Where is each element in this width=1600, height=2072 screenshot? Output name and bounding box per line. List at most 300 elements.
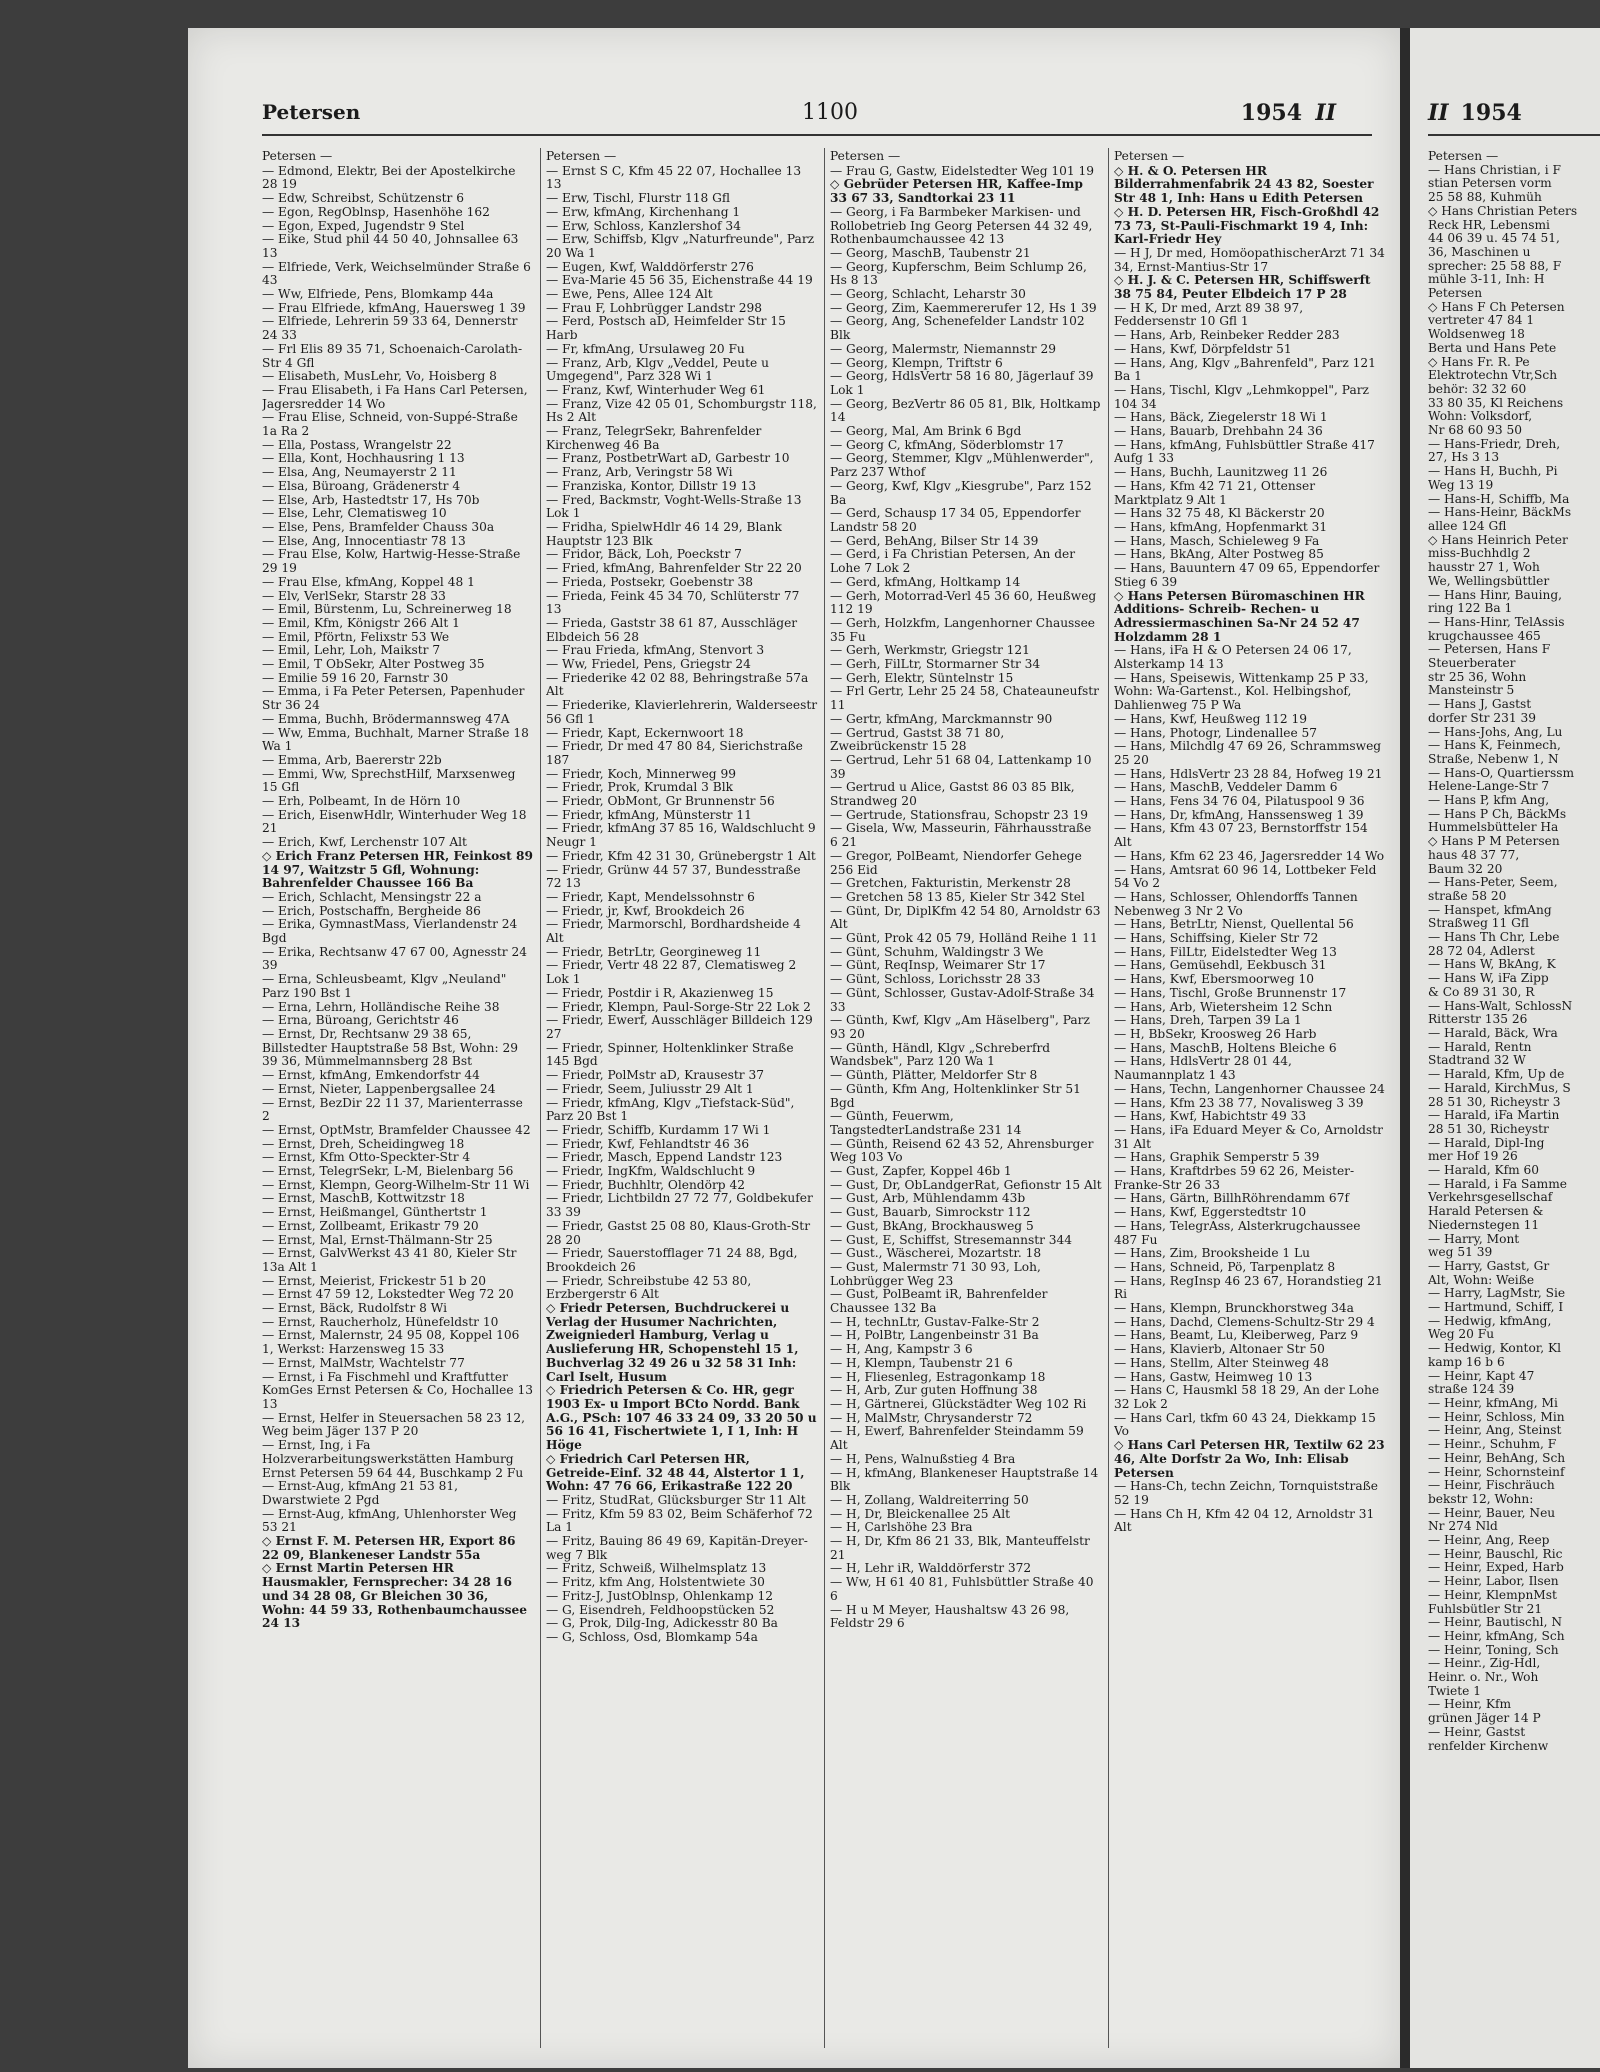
directory-column-3 [830, 150, 1102, 2050]
directory-entry: — Gregor, PolBeamt, Niendorfer Gehege 256 Eid [830, 848, 1082, 877]
directory-entry: — Hans P Ch, BäckMs [1428, 806, 1567, 821]
directory-entry: Berta und Hans Pete [1428, 340, 1557, 355]
directory-entry: — Hans, iFa H & O Petersen 24 06 17, Alsterkamp 14 13 [1114, 643, 1352, 672]
directory-entry: — Friedr, Postdir i R, Akazienweg 15 [546, 985, 774, 1000]
directory-entry: — Harry, LagMstr, Sie [1428, 1286, 1566, 1301]
directory-entry: — Emilie 59 16 20, Farnstr 30 [262, 670, 449, 685]
directory-entry: — Hans, Arb, Wietersheim 12 Schn [1114, 999, 1333, 1014]
directory-entry: — Friedr, kfmAng 37 85 16, Waldschlucht 9 Neugr 1 [546, 821, 816, 850]
directory-entry: — Emil, Lehr, Loh, Maikstr 7 [262, 643, 441, 658]
directory-entry: sprecher: 25 58 88, F [1428, 258, 1562, 273]
directory-entry: — Frau Elisabeth, i Fa Hans Carl Petersen, Jagersredder 14 Wo [262, 382, 528, 411]
directory-entry: Nr 274 Nld [1428, 1519, 1498, 1534]
directory-entry: — Hans J, Gastst [1428, 697, 1532, 712]
directory-entry: — H, Fliesenleg, Estragonkamp 18 [830, 1369, 1046, 1384]
directory-entry: — Gerh, Holzkfm, Langenhorner Chaussee 35 Fu [830, 615, 1095, 644]
directory-entry: — Günt, Schloss, Lorichsstr 28 33 [830, 972, 1041, 987]
directory-entry: — Hans, Milchdlg 47 69 26, Schrammsweg 25 20 [1114, 739, 1382, 767]
directory-entry: — Harry, Gastst, Gr [1428, 1258, 1550, 1273]
directory-entry: — Günt, Dr, DiplKfm 42 54 80, Arnoldstr 63 Alt [830, 903, 1101, 932]
directory-entry: — Fred, Backmstr, Voght-Wells-Straße 13 Lok 1 [546, 492, 802, 521]
directory-entry: — Ewe, Pens, Allee 124 Alt [546, 287, 713, 302]
directory-entry: — Ernst, Nieter, Lappenbergsallee 24 [262, 1081, 496, 1096]
directory-entry: — Heinr, Toning, Sch [1428, 1642, 1559, 1657]
directory-entry: — Hans, Speisewis, Wittenkamp 25 P 33, Wohn: Wa-Gartenst., Kol. Helbingshof, Dahlienweg 75 P Wa [1114, 670, 1369, 713]
directory-entry: — Harald, Dipl-Ing [1428, 1135, 1545, 1150]
directory-entry: — Harry, Mont [1428, 1231, 1520, 1246]
directory-entry: — Frieda, Gaststr 38 61 87, Ausschläger Elbdeich 56 28 [546, 615, 798, 644]
page-header [262, 96, 1342, 132]
directory-entry: — Heinr, Schloss, Min [1428, 1409, 1565, 1424]
directory-entry: — Hans-H, Schiffb, Ma [1428, 491, 1570, 506]
directory-entry: — H, Klempn, Taubenstr 21 6 [830, 1355, 1013, 1370]
directory-entry: — Hans W, iFa Zipp [1428, 971, 1549, 986]
directory-entry: — Friedr, Lichtbildn 27 72 77, Goldbekufer 33 39 [546, 1191, 813, 1220]
directory-entry: — Ernst 47 59 12, Lokstedter Weg 72 20 [262, 1287, 514, 1302]
directory-entry: — Heinr, BehAng, Sch [1428, 1450, 1566, 1465]
directory-entry: — Harald, Bäck, Wra [1428, 1026, 1558, 1040]
directory-entry: — Edmond, Elektr, Bei der Apostelkirche 28 19 [262, 163, 516, 192]
directory-entry: — Heinr, kfmAng, Mi [1428, 1395, 1558, 1410]
directory-entry: — Erna, Büroang, Gerichtstr 46 [262, 1013, 459, 1028]
directory-entry: — Hans, Bauarb, Drehbahn 24 36 [1114, 424, 1323, 439]
directory-entry: — H, BbSekr, Kroosweg 26 Harb [1114, 1027, 1317, 1041]
directory-entry: — H, Arb, Zur guten Hoffnung 38 [830, 1383, 1038, 1398]
directory-entry: — Hans, HdlsVertr 23 28 84, Hofweg 19 21 [1114, 766, 1383, 781]
directory-entry: — Georg, Ang, Schenefelder Landstr 102 Blk [830, 314, 1085, 343]
directory-entry: — Fritz, Schweiß, Wilhelmsplatz 13 [546, 1561, 767, 1576]
directory-entry: — Hans, Kwf, Dörpfeldstr 51 [1114, 341, 1292, 356]
directory-entry: — Ww, Elfriede, Pens, Blomkamp 44a [262, 287, 494, 302]
directory-entry: — H, Zollang, Waldreiterring 50 [830, 1492, 1029, 1507]
directory-entry: — Hans Th Chr, Lebe [1428, 930, 1560, 945]
directory-entry: — Emma, Buchh, Brödermannsweg 47A [262, 711, 510, 726]
directory-entry: — Hans, BkAng, Alter Postweg 85 [1114, 547, 1324, 562]
directory-entry: Stadtrand 32 W [1428, 1053, 1526, 1068]
directory-entry: — Frau G, Gastw, Eidelstedter Weg 101 19 [830, 163, 1095, 178]
directory-entry: — Günth, Händl, Klgv „Schreberfrd Wandsbek", Parz 120 Wa 1 [830, 1040, 1051, 1069]
directory-entry: — Hans, Bäck, Ziegelerstr 18 Wi 1 [1114, 410, 1328, 425]
directory-entry: — Friedr, Schiffb, Kurdamm 17 Wi 1 [546, 1122, 771, 1137]
directory-entry: Heinr. o. Nr., Woh [1428, 1670, 1539, 1685]
directory-entry: — Hans, Kwf, Heußweg 112 19 [1114, 711, 1307, 726]
directory-entry: — H, Pens, Walnußstieg 4 Bra [830, 1451, 1016, 1466]
directory-entry: krugchaussee 465 [1428, 628, 1541, 643]
directory-entry: — Günt, Prok 42 05 79, Holländ Reihe 1 11 [830, 931, 1098, 946]
directory-entry: — Hans, kfmAng, Fuhlsbüttler Straße 417 Aufg 1 33 [1114, 437, 1375, 466]
directory-entry: Verkehrsgesellschaf [1428, 1190, 1553, 1205]
directory-entry: — Ernst-Aug, kfmAng, Uhlenhorster Weg 53 21 [262, 1506, 517, 1535]
directory-entry: — Harald, Kfm, Up de [1428, 1067, 1565, 1082]
directory-entry: — Hans-Friedr, Dreh, [1428, 436, 1561, 451]
directory-entry: — Gust, PolBeamt iR, Bahrenfelder Chaussee 132 Ba [830, 1287, 1048, 1316]
directory-entry: ◇ Ernst Martin Petersen HR Hausmakler, Fernsprecher: 34 28 16 und 34 28 08, Gr Bleichen 30 36, Wohn: 44 59 33, Rothenbaumchaussee 24 13 [262, 1561, 527, 1631]
directory-entry: Nr 68 60 93 50 [1428, 423, 1523, 438]
directory-entry: — Erw, Schloss, Kanzlershof 34 [546, 218, 741, 233]
directory-entry: — Georg, Zim, Kaemmererufer 12, Hs 1 39 [830, 300, 1097, 315]
directory-entry: ◇ Hans P M Petersen [1428, 834, 1560, 849]
directory-entry: — Frau Frieda, kfmAng, Stenvort 3 [546, 643, 765, 658]
directory-entry: ◇ Hans Heinrich Peter [1428, 532, 1568, 547]
directory-entry: — Harald, Rentn [1428, 1039, 1532, 1054]
directory-entry: Baum 32 20 [1428, 861, 1503, 876]
directory-entry: — Ernst, Raucherholz, Hünefeldstr 10 [262, 1314, 499, 1329]
directory-entry: — Gerh, FilLtr, Stormarner Str 34 [830, 657, 1041, 672]
directory-entry: Straße, Nebenw 1, N [1428, 751, 1559, 766]
facing-running-head-year: 1954 [1460, 100, 1522, 126]
directory-entry: — Ernst, Klempn, Georg-Wilhelm-Str 11 Wi [262, 1177, 530, 1192]
directory-entry: — Emmi, Ww, SprechstHilf, Marxsenweg 15 Gfl [262, 766, 516, 795]
directory-entry: — Hans, Kraftdrbes 59 62 26, Meister-Franke-Str 26 33 [1114, 1164, 1355, 1192]
directory-entry: — Harald, Kfm 60 [1428, 1163, 1540, 1178]
directory-entry: — Hans P, kfm Ang, [1428, 793, 1550, 808]
directory-entry: — Fr, kfmAng, Ursulaweg 20 Fu [546, 341, 745, 356]
directory-entry: — Ernst, Kfm Otto-Speckter-Str 4 [262, 1150, 471, 1165]
directory-entry: — Günth, Reisend 62 43 52, Ahrensburger Weg 103 Vo [830, 1136, 1094, 1165]
directory-entry: — Hans, Gemüsehdl, Eekbusch 31 [1114, 958, 1327, 973]
directory-entry: — Gerd, i Fa Christian Petersen, An der Lohe 7 Lok 2 [830, 547, 1076, 576]
directory-entry: — Hans-Walt, SchlossN [1428, 998, 1573, 1013]
directory-entry: — Ella, Kont, Hochhausring 1 13 [262, 451, 465, 466]
directory-entry: — Fried, kfmAng, Bahrenfelder Str 22 20 [546, 561, 802, 576]
directory-entry: — Erna, Schleusbeamt, Klgv „Neuland" Parz 190 Bst 1 [262, 972, 507, 1000]
directory-entry: — Erna, Lehrn, Holländische Reihe 38 [262, 999, 500, 1014]
directory-entry: ◇ Hans F Ch Petersen [1428, 299, 1565, 314]
directory-entry: — Erich, Schlacht, Mensingstr 22 a [262, 889, 482, 904]
directory-entry: 28 51 30, Richeystr [1428, 1121, 1549, 1136]
directory-entry: — Hans Hinr, Bauing, [1428, 587, 1563, 602]
directory-entry: — Hans, Kwf, Habichtstr 49 33 [1114, 1109, 1307, 1124]
directory-entry: — Georg, Malermstr, Niemannstr 29 [830, 341, 1057, 356]
directory-entry: Mansteinstr 5 [1428, 683, 1515, 698]
header-rule [262, 134, 1372, 136]
directory-entry: — Ernst, TelegrSekr, L-M, Bielenbarg 56 [262, 1164, 514, 1179]
directory-entry: — Günth, Plätter, Meldorfer Str 8 [830, 1068, 1038, 1083]
directory-entry: Woldsenweg 18 [1428, 327, 1525, 342]
directory-entry: — H, PolBtr, Langenbeinstr 31 Ba [830, 1328, 1039, 1343]
directory-entry: — Gertrude, Stationsfrau, Schopstr 23 19 [830, 807, 1089, 822]
directory-entry: — H, MalMstr, Chrysanderstr 72 [830, 1410, 1033, 1425]
directory-entry: — Hans, Arb, Reinbeker Redder 283 [1114, 328, 1340, 343]
directory-entry: stian Petersen vorm [1428, 176, 1552, 191]
directory-entry: Ritterstr 135 26 [1428, 1012, 1528, 1027]
directory-entry: — Hans, Klempn, Brunckhorstweg 34a [1114, 1301, 1354, 1316]
directory-entry: — Ernst, Mal, Ernst-Thälmann-Str 25 [262, 1232, 493, 1247]
directory-entry: — Friedr, jr, Kwf, Brookdeich 26 [546, 903, 745, 918]
directory-entry: allee 124 Gfl [1428, 518, 1507, 533]
directory-entry: — Else, Ang, Innocentiastr 78 13 [262, 533, 466, 548]
directory-entry: — Fridha, SpielwHdlr 46 14 29, Blank Hauptstr 123 Blk [546, 519, 782, 548]
directory-entry: — Elv, VerlSekr, Starstr 28 33 [262, 588, 446, 603]
directory-entry: — Erich, Kwf, Lerchenstr 107 Alt [262, 835, 467, 850]
directory-entry: Petersen [1428, 286, 1483, 301]
directory-entry: — Heinr, KlempnMst [1428, 1587, 1557, 1602]
directory-entry: 27, Hs 3 13 [1428, 450, 1500, 465]
directory-entry: — Friedr, Schreibstube 42 53 80, Erzbergerstr 6 Alt [546, 1273, 752, 1302]
directory-entry: — Hans, Schneid, Pö, Tarpenplatz 8 [1114, 1259, 1336, 1274]
directory-entry: — Fridor, Bäck, Loh, Poeckstr 7 [546, 547, 742, 562]
directory-entry: — Hartmund, Schiff, I [1428, 1300, 1564, 1315]
directory-entry: kamp 16 b 6 [1428, 1354, 1505, 1369]
directory-entry: — Eva-Marie 45 56 35, Eichenstraße 44 19 [546, 273, 813, 288]
directory-entry: — Hans, BetrLtr, Nienst, Quellental 56 [1114, 917, 1354, 932]
directory-entry: — Günth, Feuerwm, TangstedterLandstraße 231 14 [830, 1109, 1022, 1137]
directory-entry: Alt, Wohn: Weiße [1428, 1272, 1535, 1287]
directory-entry: — Hans, HdlsVertr 28 01 44, Naumannplatz 1 43 [1114, 1054, 1292, 1083]
directory-entry: — Fritz-J, JustOblnsp, Ohlenkamp 12 [546, 1588, 774, 1603]
directory-entry: — Emil, Kfm, Königstr 266 Alt 1 [262, 615, 460, 630]
directory-entry: — Hans, MaschB, Holtens Bleiche 6 [1114, 1040, 1337, 1055]
directory-entry: — Ernst, OptMstr, Bramfelder Chaussee 42 [262, 1122, 531, 1137]
directory-entry: vertreter 47 84 1 [1428, 313, 1535, 328]
directory-entry: — Hans, Schlosser, Ohlendorffs Tannen Nebenweg 3 Nr 2 Vo [1114, 889, 1358, 918]
directory-entry: — G, Prok, Dilg-Ing, Adickesstr 80 Ba [546, 1616, 778, 1631]
directory-entry: — Gertr, kfmAng, Marckmannstr 90 [830, 711, 1053, 726]
directory-entry: — Gust, BkAng, Brockhausweg 5 [830, 1218, 1034, 1233]
directory-entry: — Georg, Mal, Am Brink 6 Bgd [830, 424, 1022, 439]
directory-column-1 [262, 150, 534, 2050]
directory-entry: — Hedwig, kfmAng, [1428, 1313, 1552, 1328]
directory-entry: — Heinr., Zig-Hdl, [1428, 1656, 1541, 1671]
directory-entry: — Hans, Stellm, Alter Steinweg 48 [1114, 1355, 1329, 1370]
directory-entry: — Fritz, kfm Ang, Holstentwiete 30 [546, 1575, 765, 1590]
directory-entry: — Hans, Graphik Semperstr 5 39 [1114, 1150, 1320, 1165]
directory-entry: — Erh, Polbeamt, In de Hörn 10 [262, 794, 461, 809]
directory-entry: — Friedr, Kapt, Mendelssohnstr 6 [546, 889, 755, 904]
directory-entry: — Gertrud, Gastst 38 71 80, Zweibrückenstr 15 28 [830, 725, 1005, 754]
column-divider [1108, 148, 1109, 2048]
directory-entry: — Heinr, Labor, Ilsen [1428, 1574, 1559, 1589]
directory-entry: — Hans, kfmAng, Hopfenmarkt 31 [1114, 519, 1328, 534]
directory-entry: — Heinr, Fischräuch [1428, 1478, 1555, 1493]
directory-entry: — H J, Dr med, HomöopathischerArzt 71 34 34, Ernst-Mantius-Str 17 [1114, 245, 1385, 274]
facing-header-rule [1428, 134, 1600, 136]
directory-entry: dorfer Str 231 39 [1428, 710, 1536, 725]
facing-running-head-volume: II [1428, 100, 1449, 126]
directory-entry: — Hans, Kwf, Ebersmoorweg 10 [1114, 972, 1315, 987]
directory-entry: — Hans, Kfm 62 23 46, Jagersredder 14 Wo [1114, 848, 1385, 863]
directory-entry: — Frau Elfriede, kfmAng, Hauersweg 1 39 [262, 300, 526, 315]
directory-entry: — G, Schloss, Osd, Blomkamp 54a [546, 1629, 758, 1644]
directory-entry: — Georg, Kupferschm, Beim Schlump 26, Hs 8 13 [830, 259, 1087, 288]
directory-entry: 36, Maschinen u [1428, 244, 1531, 259]
directory-entry: — Hans, Kfm 43 07 23, Bernstorffstr 154 Alt [1114, 821, 1368, 850]
directory-entry: — Hans, TelegrAss, Alsterkrugchaussee 487 Fu [1114, 1218, 1361, 1247]
running-head-name: Petersen [262, 100, 361, 124]
directory-entry: & Co 89 31 30, R [1428, 984, 1535, 999]
directory-entry: — Heinr, Exped, Harb [1428, 1560, 1564, 1575]
page-number: 1100 [802, 100, 858, 125]
directory-entry: — Friedr, Kapt, Eckernwoort 18 [546, 725, 744, 740]
directory-entry: — Hans 32 75 48, Kl Bäckerstr 20 [1114, 506, 1325, 521]
directory-entry: — Hans Carl, tkfm 60 43 24, Diekkamp 15 Vo [1114, 1410, 1376, 1439]
directory-entry: — Franz, TelegrSekr, Bahrenfelder Kirchenweg 46 Ba [546, 424, 762, 452]
directory-entry: ◇ H. J. & C. Petersen HR, Schiffswerft 38 75 84, Peuter Elbdeich 17 P 28 [1114, 273, 1371, 302]
column-divider [540, 148, 541, 2048]
directory-entry: — Gust, Zapfer, Koppel 46b 1 [830, 1164, 1012, 1179]
directory-entry: — Hanspet, kfmAng [1428, 902, 1552, 917]
directory-entry: — Georg C, kfmAng, Söderblomstr 17 [830, 437, 1064, 452]
directory-entry: Hummelsbütteler Ha [1428, 820, 1559, 835]
directory-entry: — Erw, kfmAng, Kirchenhang 1 [546, 204, 741, 219]
directory-entry: — Hans, Kfm 23 38 77, Novalisweg 3 39 [1114, 1095, 1364, 1110]
directory-entry: — Friedr, Buchhltr, Olendörp 42 [546, 1177, 745, 1192]
directory-entry: — Emma, Arb, Baererstr 22b [262, 752, 442, 767]
directory-entry: ◇ Ernst F. M. Petersen HR, Export 86 22 09, Blankeneser Landstr 55a [262, 1534, 516, 1562]
directory-entry: — Friedr, Seem, Juliusstr 29 Alt 1 [546, 1081, 754, 1096]
directory-entry: — Ernst, Bäck, Rudolfstr 8 Wi [262, 1301, 447, 1316]
directory-entry: — Heinr, Bautischl, N [1428, 1615, 1562, 1630]
directory-entry: — Egon, RegOblnsp, Hasenhöhe 162 [262, 204, 490, 219]
directory-entry: Steuerberater [1428, 656, 1516, 671]
directory-entry: — H, kfmAng, Blankeneser Hauptstraße 14 Blk [830, 1465, 1099, 1494]
directory-entry: — Hans C, Hausmkl 58 18 29, An der Lohe 32 Lok 2 [1114, 1383, 1380, 1411]
directory-entry: — H, technLtr, Gustav-Falke-Str 2 [830, 1314, 1040, 1329]
column-heading: Petersen — [546, 150, 617, 163]
directory-entry: 44 06 39 u. 45 74 51, [1428, 231, 1560, 246]
directory-entry: ◇ Hans Carl Petersen HR, Textilw 62 23 46, Alte Dorfstr 2a Wo, Inh: Elisab Petersen [1114, 1438, 1385, 1480]
directory-entry: — Hans-Hinr, TelAssis [1428, 614, 1565, 629]
directory-entry: — Hans, Masch, Schieleweg 9 Fa [1114, 533, 1320, 548]
directory-entry: — Elsa, Ang, Neumayerstr 2 11 [262, 465, 457, 480]
directory-entry: — Hans H, Buchh, Pi [1428, 464, 1558, 479]
directory-entry: — Heinr, Bauschl, Ric [1428, 1546, 1563, 1561]
directory-entry: — Hans, Gärtn, BillhRöhrendamm 67f [1114, 1191, 1349, 1206]
directory-entry: — Frieda, Postsekr, Goebenstr 38 [546, 574, 754, 589]
directory-entry: — Hans-O, Quartierssm [1428, 765, 1575, 780]
directory-entry: — Heinr., Schuhm, F [1428, 1437, 1557, 1452]
directory-entry: — Georg, i Fa Barmbeker Markisen- und Rollobetrieb Ing Georg Petersen 44 32 49, Rothenbaumchaussee 42 13 [830, 204, 1093, 247]
directory-entry: — Erw, Tischl, Flurstr 118 Gfl [546, 191, 731, 206]
directory-entry: — Friederike, Klavierlehrerin, Walderseestr 56 Gfl 1 [546, 698, 818, 726]
column-heading: Petersen — [262, 150, 333, 163]
directory-entry: — Hans Ch H, Kfm 42 04 12, Arnoldstr 31 Alt [1114, 1506, 1375, 1535]
directory-entry: Weg 13 19 [1428, 477, 1494, 492]
directory-entry: mühle 3-11, Inh: H [1428, 272, 1545, 287]
directory-entry: — Frieda, Feink 45 34 70, Schlüterstr 77 13 [546, 588, 800, 617]
directory-entry: — Ernst, MalMstr, Wachtelstr 77 [262, 1355, 465, 1370]
directory-entry: — Erich, Postschaffn, Bergheide 86 [262, 903, 481, 918]
directory-entry: — Ferd, Postsch aD, Heimfelder Str 15 Harb [546, 314, 786, 343]
directory-entry: Harald Petersen & [1428, 1204, 1544, 1219]
directory-entry: — Gerh, Motorrad-Verl 45 36 60, Heußweg 112 19 [830, 588, 1097, 617]
directory-entry: Wohn: Volksdorf, [1428, 409, 1533, 424]
directory-entry: — Friedr, Masch, Eppend Landstr 123 [546, 1150, 783, 1165]
directory-entry: — Franz, Arb, Klgv „Veddel, Peute u Umgegend", Parz 328 Wi 1 [546, 355, 769, 384]
directory-entry: straße 124 39 [1428, 1382, 1515, 1397]
directory-entry: — Gisela, Ww, Masseurin, Fährhausstraße 6 21 [830, 821, 1092, 850]
directory-entry: mer Hof 19 26 [1428, 1149, 1518, 1164]
directory-entry: — Franz, Arb, Veringstr 58 Wi [546, 465, 733, 480]
directory-entry: weg 51 39 [1428, 1245, 1493, 1260]
directory-entry: — Eike, Stud phil 44 50 40, Johnsallee 63 13 [262, 232, 519, 260]
directory-entry: — Hans, Ang, Klgv „Bahrenfeld", Parz 121 Ba 1 [1114, 355, 1376, 384]
directory-entry: — Harald, iFa Martin [1428, 1108, 1560, 1123]
column-heading: Petersen — [830, 150, 901, 163]
directory-entry: — Elfriede, Lehrerin 59 33 64, Dennerstr 24 33 [262, 314, 518, 343]
directory-entry: — Hans, Zim, Brooksheide 1 Lu [1114, 1246, 1310, 1261]
directory-entry: — Ernst, Helfer in Steuersachen 58 23 12, Weg beim Jäger 137 P 20 [262, 1410, 525, 1439]
directory-entry: — Gust, Malermstr 71 30 93, Loh, Lohbrügger Weg 23 [830, 1259, 1041, 1288]
running-head-year: 1954 [1240, 100, 1302, 126]
directory-entry: Weg 20 Fu [1428, 1327, 1495, 1342]
directory-entry: — Hans-Ch, techn Zeichn, Tornquiststraße 52 19 [1114, 1479, 1378, 1507]
directory-entry: haus 48 37 77, [1428, 847, 1520, 862]
directory-entry: renfelder Kirchenw [1428, 1738, 1549, 1753]
directory-entry: — Emma, i Fa Peter Petersen, Papenhuder Str 36 24 [262, 684, 525, 713]
directory-entry: — Heinr, Kfm [1428, 1697, 1512, 1712]
directory-entry: miss-Buchhdlg 2 [1428, 546, 1531, 561]
running-head-volume: II [1315, 100, 1336, 126]
directory-entry: — Gerd, Schausp 17 34 05, Eppendorfer Landstr 58 20 [830, 506, 1081, 534]
directory-entry: — H, Dr, Kfm 86 21 33, Blk, Manteuffelstr 21 [830, 1534, 1090, 1562]
directory-entry: — Friedr, ObMont, Gr Brunnenstr 56 [546, 794, 775, 809]
column-heading: Petersen — [1428, 150, 1499, 163]
directory-entry: — Heinr, Gastst [1428, 1724, 1526, 1739]
directory-entry: — Eugen, Kwf, Walddörferstr 276 [546, 259, 754, 274]
directory-entry: — H u M Meyer, Haushaltsw 43 26 98, Feldstr 29 6 [830, 1602, 1070, 1631]
directory-entry: — Günt, ReqInsp, Weimarer Str 17 [830, 958, 1046, 973]
directory-entry: — Emil, Pförtn, Felixstr 53 We [262, 629, 450, 644]
directory-entry: — Hans-Peter, Seem, [1428, 875, 1558, 890]
directory-entry: 28 51 30, Richeystr 3 [1428, 1094, 1561, 1109]
directory-entry: — Emil, T ObSekr, Alter Postweg 35 [262, 657, 485, 672]
facing-page-header [1428, 100, 1522, 126]
directory-entry: — Ernst, Heißmangel, Günthertstr 1 [262, 1205, 488, 1220]
directory-entry: — H, Ewerf, Bahrenfelder Steindamm 59 Alt [830, 1424, 1084, 1453]
directory-entry: — Georg, Kwf, Klgv „Kiesgrube", Parz 152 Ba [830, 478, 1092, 507]
directory-entry: — Ella, Postass, Wrangelstr 22 [262, 437, 452, 452]
directory-entry: — Frau Else, Kolw, Hartwig-Hesse-Straße 29 19 [262, 547, 521, 576]
directory-entry: — Else, Lehr, Clematisweg 10 [262, 506, 447, 521]
directory-entry: Elektrotechn Vtr,Sch [1428, 368, 1558, 383]
directory-entry: — Ernst, MaschB, Kottwitzstr 18 [262, 1191, 465, 1206]
directory-entry: — Hans, Kfm 42 71 21, Ottenser Marktplatz 9 Alt 1 [1114, 478, 1316, 507]
directory-entry: — Frau F, Lohbrügger Landstr 298 [546, 300, 763, 315]
directory-entry: — Hans, Schiffsing, Kieler Str 72 [1114, 931, 1319, 946]
directory-entry: — Friedr, Dr med 47 80 84, Sierichstraße 187 [546, 739, 803, 767]
directory-entry: — Frau Elise, Schneid, von-Suppé-Straße 1a Ra 2 [262, 410, 518, 439]
directory-entry: — Ernst, Ing, i Fa Holzverarbeitungswerkstätten Hamburg Ernst Petersen 59 64 44, Buschkamp 2 Fu [262, 1438, 524, 1480]
directory-entry: — Ernst-Aug, kfmAng 21 53 81, Dwarstwiete 2 Pgd [262, 1479, 459, 1507]
directory-entry: — Hans Christian, i F [1428, 162, 1561, 177]
directory-entry: ◇ H. D. Petersen HR, Fisch-Großhdl 42 73 73, St-Pauli-Fischmarkt 19 4, Inh: Karl-Friedr Hey [1114, 204, 1380, 247]
directory-entry: — Friederike 42 02 88, Behringstraße 57a Alt [546, 670, 809, 699]
directory-entry: — Hans, Photogr, Lindenallee 57 [1114, 725, 1318, 740]
directory-entry: — Frl Elis 89 35 71, Schoenaich-Carolath-Str 4 Gfl [262, 341, 523, 370]
directory-entry: — Hans, Tischl, Klgv „Lehmkoppel", Parz 104 34 [1114, 382, 1369, 411]
directory-entry: — Fritz, Kfm 59 83 02, Beim Schäferhof 72 La 1 [546, 1506, 813, 1535]
directory-entry: — Frau Else, kfmAng, Koppel 48 1 [262, 574, 475, 589]
directory-entry: — Georg, Schlacht, Leharstr 30 [830, 287, 1026, 302]
directory-entry: — Heinr, kfmAng, Sch [1428, 1628, 1565, 1643]
directory-entry: Helene-Lange-Str 7 [1428, 779, 1550, 794]
directory-entry: — Erw, Schiffsb, Klgv „Naturfreunde", Parz 20 Wa 1 [546, 232, 815, 260]
directory-entry: ◇ H. & O. Petersen HR Bilderrahmenfabrik 24 43 82, Soester Str 48 1, Inh: Hans u Edith Petersen [1114, 163, 1374, 206]
directory-entry: — G, Eisendreh, Feldhoopstücken 52 [546, 1602, 775, 1617]
directory-entry: — H K, Dr med, Arzt 89 38 97, Feddersenstr 10 Gfl 1 [1114, 300, 1304, 329]
directory-entry: — Hans, Techn, Langenhorner Chaussee 24 [1114, 1081, 1385, 1096]
directory-entry: — Elsa, Büroang, Grädenerstr 4 [262, 478, 461, 493]
directory-entry: behör: 32 32 60 [1428, 381, 1527, 396]
directory-entry: ◇ Erich Franz Petersen HR, Feinkost 89 14 97, Waitzstr 5 Gfl, Wohnung: Bahrenfelder Chaussee 166 Ba [262, 848, 534, 891]
directory-entry: — Gust, E, Schiffst, Stresemannstr 344 [830, 1232, 1073, 1247]
directory-entry: We, Wellingsbüttler [1428, 573, 1550, 588]
directory-entry: — H, Lehr iR, Walddörferstr 372 [830, 1561, 1032, 1576]
directory-entry: — Friedr, PolMstr aD, Krausestr 37 [546, 1068, 764, 1083]
directory-entry: — Friedr, Sauerstofflager 71 24 88, Bgd, Brookdeich 26 [546, 1246, 798, 1274]
directory-entry: — Elisabeth, MusLehr, Vo, Hoisberg 8 [262, 369, 497, 384]
